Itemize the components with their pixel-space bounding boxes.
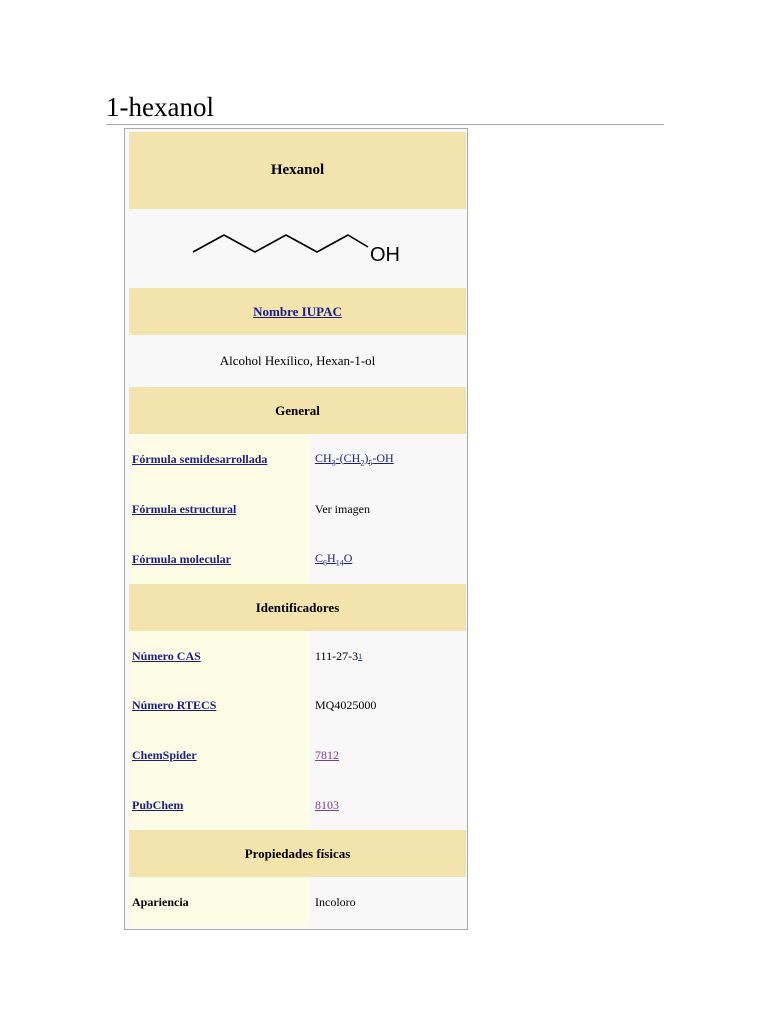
page-title: 1-hexanol [106, 92, 214, 122]
cas-label[interactable]: Número CAS [132, 648, 201, 663]
molecular-row [129, 534, 466, 584]
structure-image-row [129, 209, 466, 288]
chemspider-row [129, 730, 466, 780]
pubchem-label[interactable]: PubChem [132, 797, 184, 812]
structure-oh-label: OH [370, 244, 400, 266]
chemspider-label[interactable]: ChemSpider [132, 747, 197, 762]
rtecs-value: MQ4025000 [315, 698, 377, 712]
semidesarrollada-value[interactable]: $CH_3-(CH_2)_5-OH$ [315, 450, 394, 468]
rtecs-label[interactable]: Número RTECS [132, 698, 217, 712]
propiedades-header: Propiedades físicas [244, 845, 351, 861]
molecular-label[interactable]: Fórmula molecular [132, 551, 231, 566]
pubchem-row [129, 780, 466, 830]
iupac-value-row [129, 335, 466, 387]
infobox [124, 128, 468, 930]
cas-row [129, 631, 466, 681]
apariencia-row [129, 877, 466, 927]
chemspider-value-link[interactable]: 7812 [315, 747, 339, 762]
apariencia-value: Incoloro [315, 894, 356, 909]
iupac-value: Alcohol Hexílico, Hexan-1-ol [219, 353, 376, 368]
identificadores-header: Identificadores [255, 599, 340, 615]
infobox-title-row [129, 132, 466, 209]
molecular-value[interactable]: $C_6H_{14}O$ [315, 550, 353, 568]
iupac-header-row [129, 288, 466, 335]
general-header: General [275, 402, 320, 418]
infobox-title: Hexanol [270, 162, 325, 178]
apariencia-label: Apariencia [132, 894, 189, 909]
semidesarrollada-row [129, 434, 466, 484]
pubchem-value-link[interactable]: 8103 [315, 797, 339, 812]
cas-value: 111-27-3 [315, 648, 359, 663]
title-divider [106, 124, 664, 125]
iupac-header-link[interactable]: Nombre IUPAC [253, 303, 342, 319]
general-header-row [129, 387, 466, 434]
estructural-label[interactable]: Fórmula estructural [132, 501, 237, 516]
cas-reference-link[interactable]: 1 [358, 651, 363, 661]
identificadores-header-row [129, 584, 466, 631]
propiedades-header-row [129, 830, 466, 877]
estructural-value: Ver imagen [315, 501, 370, 516]
hexanol-structure-image [129, 209, 466, 288]
rtecs-row [129, 681, 466, 730]
semidesarrollada-label[interactable]: Fórmula semidesarrollada [132, 451, 268, 466]
estructural-row [129, 484, 466, 534]
